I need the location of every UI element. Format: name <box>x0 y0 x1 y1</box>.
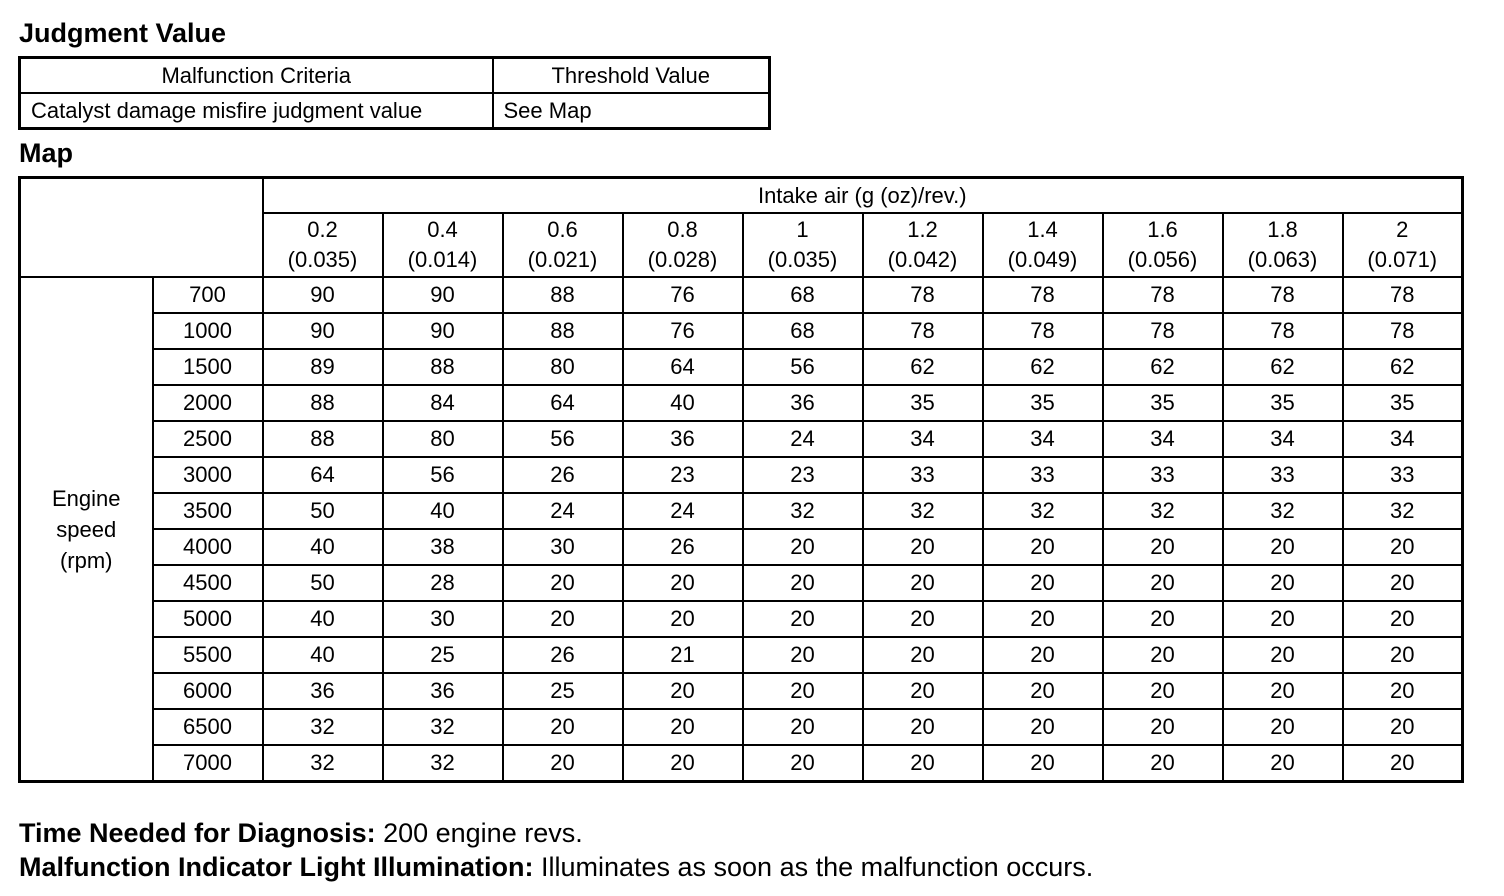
table-row <box>20 421 1463 457</box>
map-value-cell: 89 <box>263 349 383 385</box>
rpm-cell: 5000 <box>153 601 263 637</box>
map-value-cell: 20 <box>1223 745 1343 782</box>
criteria-cell: Catalyst damage misfire judgment value <box>20 93 493 129</box>
map-value-cell: 20 <box>1103 529 1223 565</box>
map-value-cell: 35 <box>1223 385 1343 421</box>
rpm-cell: 3500 <box>153 493 263 529</box>
map-value-cell: 64 <box>263 457 383 493</box>
intake-ounces: (0.021) <box>527 247 598 272</box>
map-value-cell: 78 <box>1343 277 1463 313</box>
map-value-cell: 78 <box>983 277 1103 313</box>
table-row <box>20 385 1463 421</box>
intake-ounces: (0.035) <box>767 247 838 272</box>
intake-grams: 1.6 <box>1147 217 1178 242</box>
map-value-cell: 20 <box>983 673 1103 709</box>
rpm-cell: 2000 <box>153 385 263 421</box>
map-value-cell: 80 <box>383 421 503 457</box>
mil-illumination-line <box>19 852 1093 882</box>
map-value-cell: 33 <box>1223 457 1343 493</box>
table-row <box>20 93 770 129</box>
map-value-cell: 40 <box>263 637 383 673</box>
map-value-cell: 68 <box>743 277 863 313</box>
map-value-cell: 24 <box>743 421 863 457</box>
map-value-cell: 68 <box>743 313 863 349</box>
rpm-cell: 1000 <box>153 313 263 349</box>
map-value-cell: 88 <box>383 349 503 385</box>
intake-ounces: (0.049) <box>1007 247 1078 272</box>
map-value-cell: 32 <box>1223 493 1343 529</box>
map-value-cell: 38 <box>383 529 503 565</box>
table-row <box>20 493 1463 529</box>
engine-speed-label <box>20 277 153 782</box>
map-value-cell: 33 <box>863 457 983 493</box>
map-value-cell: 32 <box>263 745 383 782</box>
map-value-cell: 32 <box>383 745 503 782</box>
map-value-cell: 78 <box>983 313 1103 349</box>
diagnosis-time-label: Time Needed for Diagnosis: <box>19 818 376 848</box>
intake-column-header <box>263 213 383 277</box>
map-value-cell: 20 <box>1223 673 1343 709</box>
table-row <box>20 277 1463 313</box>
map-value-cell: 35 <box>983 385 1103 421</box>
map-value-cell: 30 <box>383 601 503 637</box>
map-value-cell: 78 <box>1103 277 1223 313</box>
map-value-cell: 20 <box>623 601 743 637</box>
map-value-cell: 20 <box>983 601 1103 637</box>
map-value-cell: 20 <box>983 529 1103 565</box>
judgment-value-heading: Judgment Value <box>19 18 227 48</box>
map-value-cell: 25 <box>383 637 503 673</box>
column-header-threshold: Threshold Value <box>493 58 770 94</box>
rpm-cell: 2500 <box>153 421 263 457</box>
rpm-cell: 6000 <box>153 673 263 709</box>
table-row <box>20 637 1463 673</box>
map-value-cell: 23 <box>623 457 743 493</box>
intake-ounces: (0.035) <box>287 247 358 272</box>
map-value-cell: 40 <box>263 601 383 637</box>
map-heading: Map <box>19 138 73 168</box>
map-value-cell: 26 <box>503 637 623 673</box>
map-value-cell: 20 <box>743 709 863 745</box>
map-value-cell: 62 <box>1103 349 1223 385</box>
map-value-cell: 20 <box>1103 637 1223 673</box>
map-value-cell: 32 <box>263 709 383 745</box>
map-value-cell: 50 <box>263 493 383 529</box>
map-value-cell: 20 <box>1343 565 1463 601</box>
table-row <box>20 565 1463 601</box>
engine-speed-label-line: speed <box>56 516 117 542</box>
map-value-cell: 40 <box>263 529 383 565</box>
map-value-cell: 62 <box>983 349 1103 385</box>
intake-column-header <box>983 213 1103 277</box>
map-value-cell: 20 <box>983 709 1103 745</box>
map-value-cell: 90 <box>263 277 383 313</box>
map-value-cell: 20 <box>623 745 743 782</box>
map-value-cell: 78 <box>863 313 983 349</box>
mil-illumination-label: Malfunction Indicator Light Illumination: <box>19 852 534 882</box>
map-value-cell: 20 <box>1103 601 1223 637</box>
map-value-cell: 62 <box>863 349 983 385</box>
map-value-cell: 20 <box>1103 745 1223 782</box>
table-row <box>20 745 1463 782</box>
table-row <box>20 709 1463 745</box>
map-value-cell: 34 <box>983 421 1103 457</box>
map-value-cell: 36 <box>263 673 383 709</box>
map-value-cell: 76 <box>623 277 743 313</box>
diagnosis-time-value: 200 engine revs. <box>375 818 583 848</box>
intake-column-header <box>623 213 743 277</box>
map-value-cell: 20 <box>983 745 1103 782</box>
column-header-criteria: Malfunction Criteria <box>20 58 493 94</box>
map-value-cell: 34 <box>1343 421 1463 457</box>
map-value-cell: 33 <box>1103 457 1223 493</box>
map-value-cell: 56 <box>503 421 623 457</box>
table-row <box>20 349 1463 385</box>
map-value-cell: 20 <box>983 565 1103 601</box>
map-value-cell: 62 <box>1343 349 1463 385</box>
intake-ounces: (0.056) <box>1127 247 1198 272</box>
rpm-cell: 6500 <box>153 709 263 745</box>
map-value-cell: 34 <box>863 421 983 457</box>
map-value-cell: 32 <box>863 493 983 529</box>
map-value-cell: 20 <box>623 709 743 745</box>
intake-grams: 0.6 <box>547 217 578 242</box>
map-value-cell: 20 <box>743 637 863 673</box>
map-value-cell: 20 <box>1343 673 1463 709</box>
intake-ounces: (0.014) <box>407 247 478 272</box>
map-value-cell: 20 <box>623 673 743 709</box>
map-value-cell: 64 <box>623 349 743 385</box>
map-value-cell: 34 <box>1223 421 1343 457</box>
map-value-cell: 90 <box>263 313 383 349</box>
map-value-cell: 20 <box>1343 709 1463 745</box>
intake-column-header <box>863 213 983 277</box>
table-row <box>20 529 1463 565</box>
intake-ounces: (0.042) <box>887 247 958 272</box>
map-value-cell: 20 <box>863 529 983 565</box>
intake-ounces: (0.028) <box>647 247 718 272</box>
map-value-cell: 35 <box>1103 385 1223 421</box>
map-value-cell: 78 <box>1103 313 1223 349</box>
map-value-cell: 32 <box>743 493 863 529</box>
map-value-cell: 33 <box>983 457 1103 493</box>
intake-ounces: (0.063) <box>1247 247 1318 272</box>
map-value-cell: 36 <box>623 421 743 457</box>
map-value-cell: 28 <box>383 565 503 601</box>
intake-grams: 1.4 <box>1027 217 1058 242</box>
map-value-cell: 78 <box>1343 313 1463 349</box>
map-value-cell: 20 <box>1343 637 1463 673</box>
intake-grams: 2 <box>1396 217 1409 242</box>
map-value-cell: 88 <box>263 421 383 457</box>
map-value-cell: 20 <box>1343 745 1463 782</box>
map-value-cell: 20 <box>743 565 863 601</box>
map-value-cell: 88 <box>503 277 623 313</box>
intake-column-header <box>1103 213 1223 277</box>
map-value-cell: 20 <box>1103 565 1223 601</box>
map-value-cell: 20 <box>503 709 623 745</box>
map-value-cell: 40 <box>623 385 743 421</box>
intake-grams: 1.8 <box>1267 217 1298 242</box>
map-value-cell: 20 <box>1343 601 1463 637</box>
corner-cell <box>20 178 263 278</box>
map-value-cell: 20 <box>743 601 863 637</box>
diagnosis-time-line <box>19 818 583 848</box>
map-value-cell: 50 <box>263 565 383 601</box>
map-value-cell: 20 <box>863 709 983 745</box>
intake-column-header <box>383 213 503 277</box>
intake-ounces: (0.071) <box>1367 247 1438 272</box>
intake-column-header <box>1343 213 1463 277</box>
intake-header-row <box>20 178 1463 214</box>
map-value-cell: 32 <box>983 493 1103 529</box>
intake-column-header <box>1223 213 1343 277</box>
map-value-cell: 20 <box>743 745 863 782</box>
map-value-cell: 26 <box>503 457 623 493</box>
map-value-cell: 20 <box>1223 637 1343 673</box>
map-value-cell: 20 <box>863 565 983 601</box>
rpm-cell: 4000 <box>153 529 263 565</box>
intake-column-header <box>743 213 863 277</box>
map-value-cell: 40 <box>383 493 503 529</box>
map-value-cell: 20 <box>1343 529 1463 565</box>
map-value-cell: 84 <box>383 385 503 421</box>
map-value-cell: 33 <box>1343 457 1463 493</box>
map-value-cell: 36 <box>383 673 503 709</box>
intake-air-header: Intake air (g (oz)/rev.) <box>263 178 1463 214</box>
map-value-cell: 24 <box>503 493 623 529</box>
intake-grams: 0.2 <box>307 217 338 242</box>
intake-grams: 1.2 <box>907 217 938 242</box>
rpm-cell: 4500 <box>153 565 263 601</box>
map-value-cell: 20 <box>503 565 623 601</box>
map-value-cell: 88 <box>263 385 383 421</box>
intake-grams: 0.8 <box>667 217 698 242</box>
map-value-cell: 88 <box>503 313 623 349</box>
map-value-cell: 20 <box>743 673 863 709</box>
map-value-cell: 20 <box>623 565 743 601</box>
map-value-cell: 20 <box>863 601 983 637</box>
rpm-cell: 700 <box>153 277 263 313</box>
judgment-value-table <box>18 56 771 130</box>
rpm-cell: 1500 <box>153 349 263 385</box>
map-value-cell: 35 <box>863 385 983 421</box>
map-value-cell: 62 <box>1223 349 1343 385</box>
map-value-cell: 20 <box>1223 709 1343 745</box>
map-value-cell: 20 <box>1223 601 1343 637</box>
map-value-cell: 36 <box>743 385 863 421</box>
map-value-cell: 76 <box>623 313 743 349</box>
map-value-cell: 20 <box>863 637 983 673</box>
mil-illumination-value: Illuminates as soon as the malfunction occurs. <box>533 852 1094 882</box>
rpm-cell: 3000 <box>153 457 263 493</box>
map-value-cell: 20 <box>1223 529 1343 565</box>
map-value-cell: 21 <box>623 637 743 673</box>
map-value-cell: 78 <box>863 277 983 313</box>
map-value-cell: 20 <box>1223 565 1343 601</box>
table-row <box>20 313 1463 349</box>
map-value-cell: 32 <box>1343 493 1463 529</box>
map-value-cell: 32 <box>1103 493 1223 529</box>
map-value-cell: 20 <box>503 745 623 782</box>
table-row <box>20 673 1463 709</box>
map-value-cell: 34 <box>1103 421 1223 457</box>
table-header-row <box>20 58 770 94</box>
map-value-cell: 90 <box>383 277 503 313</box>
map-value-cell: 20 <box>863 745 983 782</box>
map-value-cell: 20 <box>983 637 1103 673</box>
map-value-cell: 32 <box>383 709 503 745</box>
map-value-cell: 56 <box>743 349 863 385</box>
map-value-cell: 24 <box>623 493 743 529</box>
threshold-cell: See Map <box>493 93 770 129</box>
map-value-cell: 78 <box>1223 277 1343 313</box>
engine-speed-label-line: (rpm) <box>59 547 113 573</box>
rpm-cell: 5500 <box>153 637 263 673</box>
map-value-cell: 23 <box>743 457 863 493</box>
map-value-cell: 20 <box>503 601 623 637</box>
map-value-cell: 90 <box>383 313 503 349</box>
engine-speed-label-line: Engine <box>51 485 121 511</box>
map-value-cell: 26 <box>623 529 743 565</box>
map-value-cell: 30 <box>503 529 623 565</box>
misfire-map-table <box>18 176 1464 783</box>
intake-grams: 0.4 <box>427 217 458 242</box>
intake-column-header <box>503 213 623 277</box>
table-row <box>20 601 1463 637</box>
map-value-cell: 80 <box>503 349 623 385</box>
map-value-cell: 20 <box>1103 709 1223 745</box>
map-value-cell: 20 <box>863 673 983 709</box>
rpm-cell: 7000 <box>153 745 263 782</box>
map-value-cell: 35 <box>1343 385 1463 421</box>
map-value-cell: 20 <box>743 529 863 565</box>
map-value-cell: 20 <box>1103 673 1223 709</box>
table-row <box>20 457 1463 493</box>
map-value-cell: 64 <box>503 385 623 421</box>
map-value-cell: 78 <box>1223 313 1343 349</box>
intake-grams: 1 <box>796 217 809 242</box>
map-value-cell: 25 <box>503 673 623 709</box>
map-value-cell: 56 <box>383 457 503 493</box>
